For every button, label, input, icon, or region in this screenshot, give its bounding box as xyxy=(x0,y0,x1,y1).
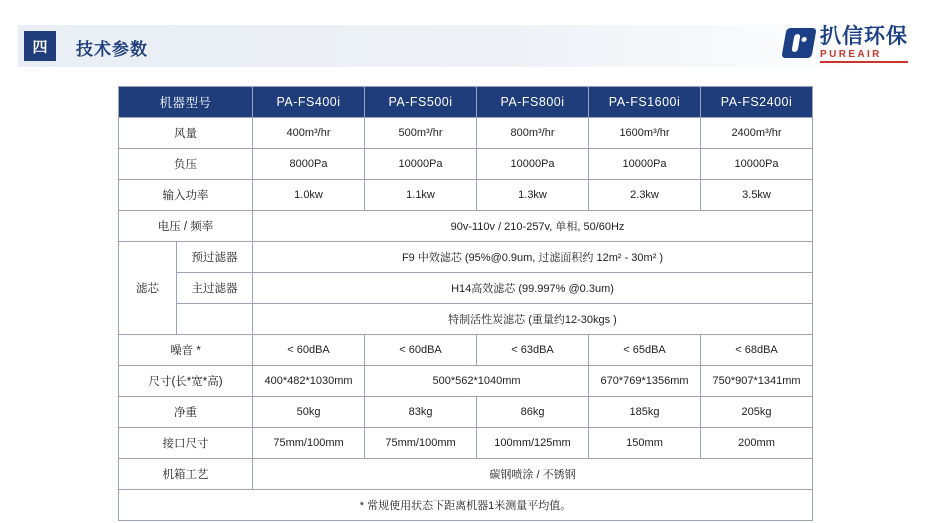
cell-pressure-500i: 10000Pa xyxy=(365,149,477,180)
table-row xyxy=(119,118,813,149)
table-row xyxy=(119,242,813,273)
section-number: 四 xyxy=(24,31,56,61)
cell-weight-1600i: 185kg xyxy=(589,397,701,428)
cell-airflow-800i: 800m³/hr xyxy=(477,118,589,149)
row-label-net-weight: 净重 xyxy=(119,397,253,428)
column-header-model: 机器型号 xyxy=(119,87,253,118)
cell-port-400i: 75mm/100mm xyxy=(253,428,365,459)
table-row xyxy=(119,335,813,366)
table-row xyxy=(119,397,813,428)
cell-pre-filter: F9 中效滤芯 (95%@0.9um, 过滤面积约 12m² - 30m² ) xyxy=(253,242,813,273)
table-row xyxy=(119,211,813,242)
row-label-airflow: 风量 xyxy=(119,118,253,149)
cell-weight-800i: 86kg xyxy=(477,397,589,428)
table-body xyxy=(119,118,813,521)
column-header-fs800i: PA-FS800i xyxy=(477,87,589,118)
brand-logo xyxy=(784,26,908,60)
logo-english-wrap xyxy=(820,47,908,60)
cell-weight-2400i: 205kg xyxy=(701,397,813,428)
cell-noise-1600i: < 65dBA xyxy=(589,335,701,366)
row-label-main-filter: 主过滤器 xyxy=(177,273,253,304)
cell-airflow-500i: 500m³/hr xyxy=(365,118,477,149)
cell-weight-500i: 83kg xyxy=(365,397,477,428)
cell-power-400i: 1.0kw xyxy=(253,180,365,211)
logo-english-name: PUREAIR xyxy=(820,49,882,60)
cell-noise-500i: < 60dBA xyxy=(365,335,477,366)
cell-weight-400i: 50kg xyxy=(253,397,365,428)
cell-port-500i: 75mm/100mm xyxy=(365,428,477,459)
table-row xyxy=(119,273,813,304)
cell-port-1600i: 150mm xyxy=(589,428,701,459)
cell-voltage-frequency: 90v-110v / 210-257v, 单相, 50/60Hz xyxy=(253,211,813,242)
cell-airflow-1600i: 1600m³/hr xyxy=(589,118,701,149)
column-header-fs500i: PA-FS500i xyxy=(365,87,477,118)
row-label-input-power: 输入功率 xyxy=(119,180,253,211)
table-row xyxy=(119,149,813,180)
row-label-dimensions: 尺寸(长*宽*高) xyxy=(119,366,253,397)
logo-chinese-name: 扒信环保 xyxy=(820,25,908,48)
cell-pressure-800i: 10000Pa xyxy=(477,149,589,180)
cell-dimensions-400i: 400*482*1030mm xyxy=(253,366,365,397)
cell-noise-800i: < 63dBA xyxy=(477,335,589,366)
row-label-pre-filter: 预过滤器 xyxy=(177,242,253,273)
cell-power-800i: 1.3kw xyxy=(477,180,589,211)
header-bar xyxy=(18,25,912,67)
cell-power-500i: 1.1kw xyxy=(365,180,477,211)
table-head xyxy=(119,87,813,118)
logo-mark-icon xyxy=(781,28,816,58)
cell-port-800i: 100mm/125mm xyxy=(477,428,589,459)
row-label-filter: 滤芯 xyxy=(119,242,177,335)
cell-carbon-filter: 特制活性炭滤芯 (重量约12-30kgs ) xyxy=(253,304,813,335)
row-label-cabinet-process: 机箱工艺 xyxy=(119,459,253,490)
cell-port-2400i: 200mm xyxy=(701,428,813,459)
column-header-fs2400i: PA-FS2400i xyxy=(701,87,813,118)
page-title: 技术参数 xyxy=(76,40,148,59)
spec-table xyxy=(118,86,813,521)
row-label-negative-pressure: 负压 xyxy=(119,149,253,180)
table-note-row xyxy=(119,490,813,521)
table-footnote: * 常规使用状态下距离机器1米测量平均值。 xyxy=(119,490,813,521)
cell-noise-2400i: < 68dBA xyxy=(701,335,813,366)
table-row xyxy=(119,366,813,397)
cell-dimensions-1600i: 670*769*1356mm xyxy=(589,366,701,397)
cell-noise-400i: < 60dBA xyxy=(253,335,365,366)
cell-power-2400i: 3.5kw xyxy=(701,180,813,211)
cell-main-filter: H14高效滤芯 (99.997% @0.3um) xyxy=(253,273,813,304)
row-label-noise: 噪音 * xyxy=(119,335,253,366)
column-header-fs1600i: PA-FS1600i xyxy=(589,87,701,118)
cell-power-1600i: 2.3kw xyxy=(589,180,701,211)
table-header-row xyxy=(119,87,813,118)
cell-dimensions-500i-800i: 500*562*1040mm xyxy=(365,366,589,397)
table-row xyxy=(119,304,813,335)
table-row xyxy=(119,180,813,211)
cell-dimensions-2400i: 750*907*1341mm xyxy=(701,366,813,397)
row-label-port-size: 接口尺寸 xyxy=(119,428,253,459)
cell-pressure-400i: 8000Pa xyxy=(253,149,365,180)
column-header-fs400i: PA-FS400i xyxy=(253,87,365,118)
table-row xyxy=(119,459,813,490)
cell-pressure-1600i: 10000Pa xyxy=(589,149,701,180)
table-row xyxy=(119,428,813,459)
cell-airflow-400i: 400m³/hr xyxy=(253,118,365,149)
cell-airflow-2400i: 2400m³/hr xyxy=(701,118,813,149)
cell-pressure-2400i: 10000Pa xyxy=(701,149,813,180)
row-label-voltage-frequency: 电压 / 频率 xyxy=(119,211,253,242)
logo-text xyxy=(820,26,908,60)
spec-table-wrapper xyxy=(118,86,812,521)
cell-cabinet-process: 碳钢喷涂 / 不锈钢 xyxy=(253,459,813,490)
row-label-carbon-filter xyxy=(177,304,253,335)
